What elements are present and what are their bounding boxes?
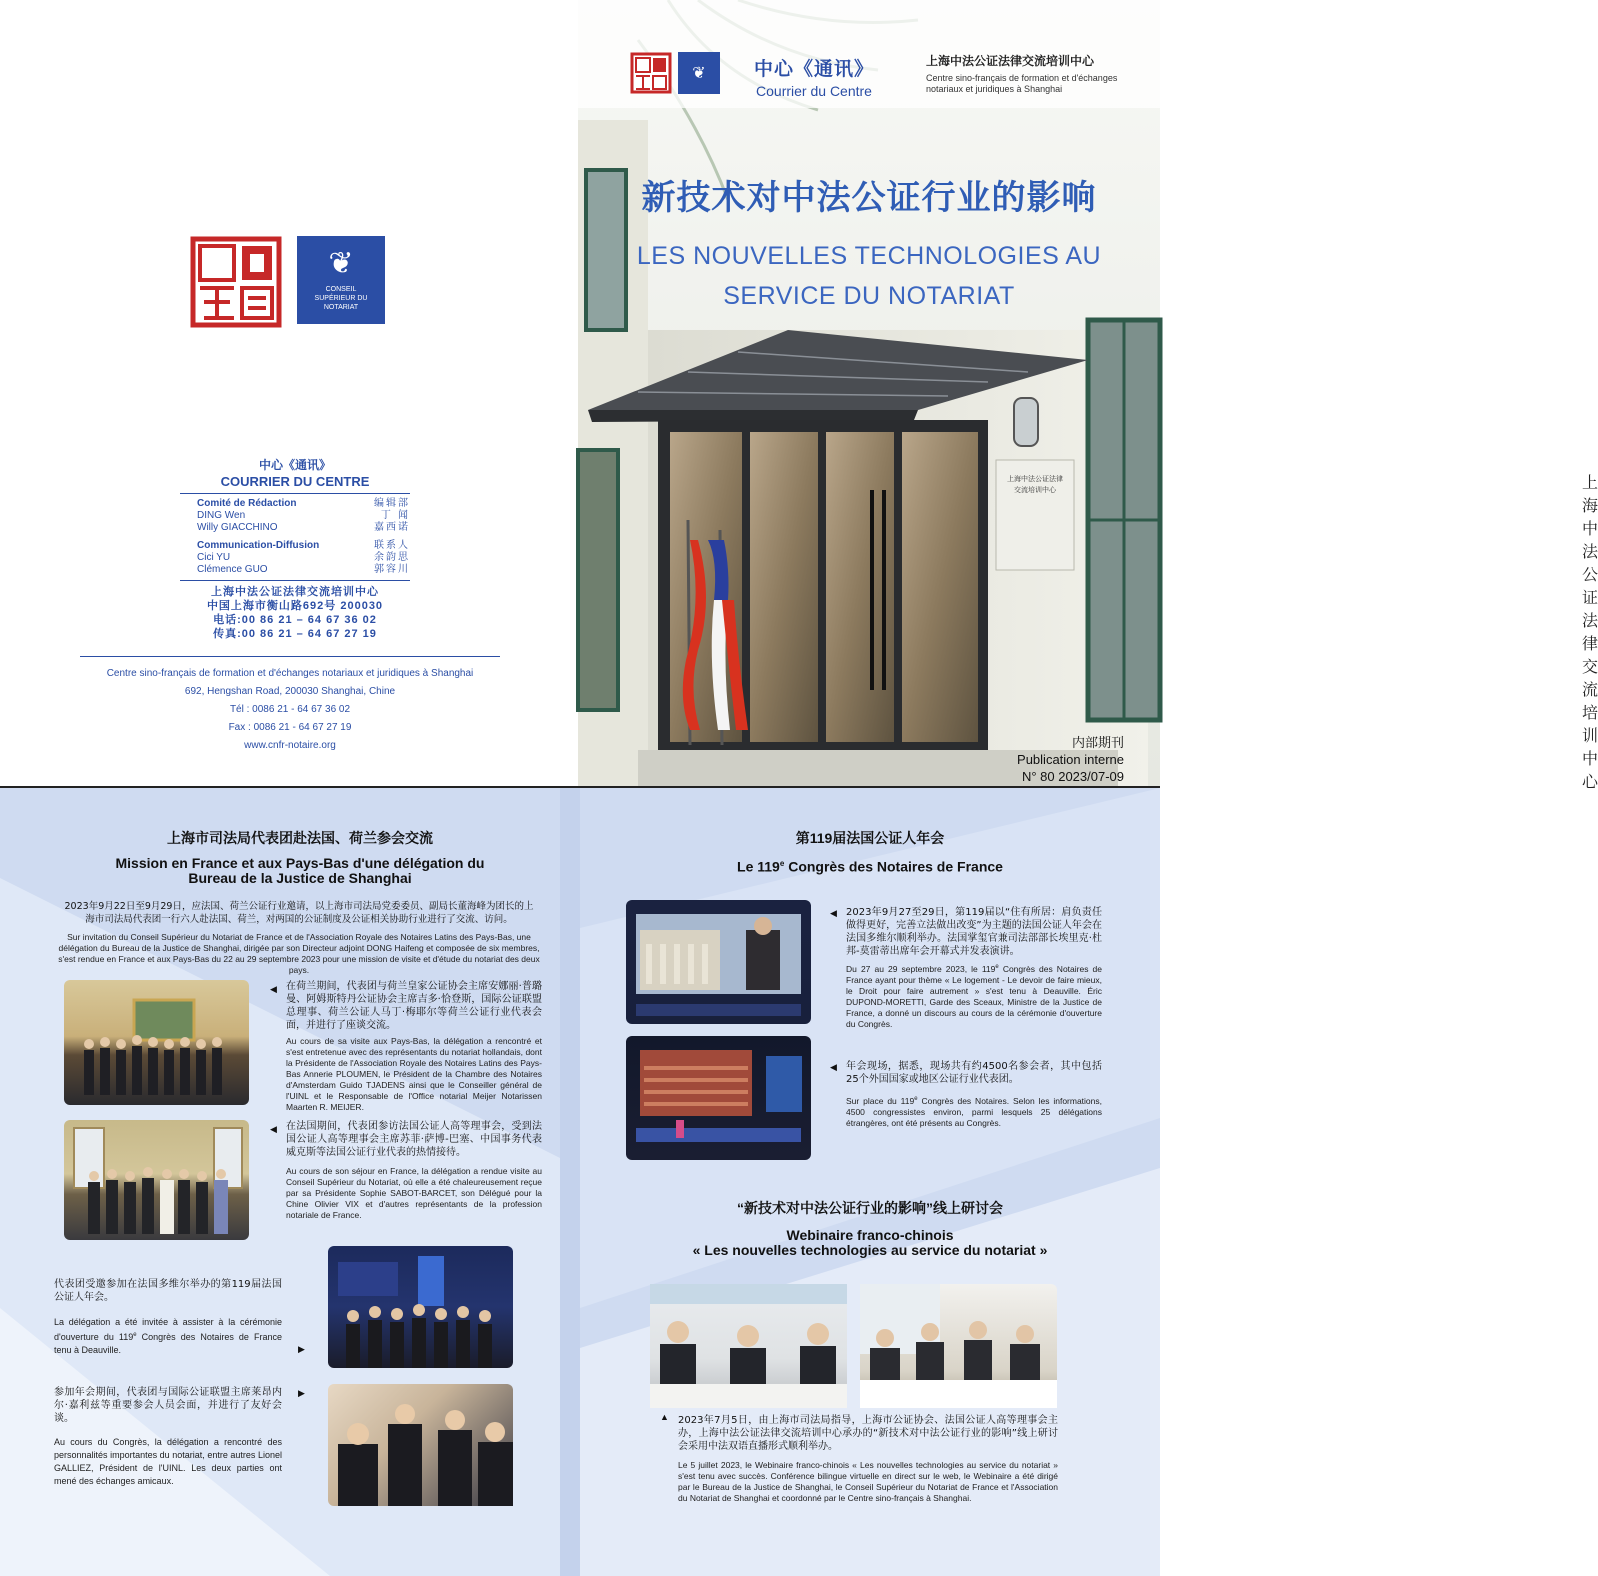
photo-netherlands-art xyxy=(64,980,249,1105)
cover-courrier-fr: Courrier du Centre xyxy=(756,83,872,99)
photo-webinar-paris xyxy=(860,1284,1057,1408)
cover-center-fr: Centre sino-français de formation et d'échanges notariaux et juridiques à Shanghai xyxy=(926,73,1118,94)
photo-csn-visit xyxy=(64,1120,249,1240)
congres-p2-fr-a: Sur place du 119 xyxy=(846,1095,915,1106)
webinaire-title-fr xyxy=(610,1228,1130,1258)
congres-title-zh: 第119届法国公证人年会 xyxy=(795,830,945,846)
congres-title-fr-a: Le 119 xyxy=(737,858,780,875)
ordinal-sup: e xyxy=(914,1096,918,1102)
congres-title-fr-b: Congrès des Notaires de France xyxy=(784,858,1003,875)
congres-p2-zh: 年会现场，据悉，现场共有约4500名参会者，其中包括25个外国国家或地区公证行业代表团。 xyxy=(846,1061,1102,1085)
fr-visit-zh: 在法国期间，代表团参访法国公证人高等理事会，受到法国公证人高等理事会主席苏菲·萨博-巴塞、中国事务代表威克斯等法国公证行业代表的热情接待。 xyxy=(286,1121,542,1158)
imprint-block xyxy=(180,456,410,641)
credit-member-2 xyxy=(180,522,410,534)
center-name-zh: 上海中法公证法律交流培训中心 xyxy=(211,586,379,598)
fr-visit-fr: Au cours de son séjour en France, la délégation a rendue visite au Conseil Supérieur du Notariat, où elle a été chaleureusement reçue par sa Présidente Sophie SABOT-BARCET, son Délégué pour la Chine Olivier VIX et d'autres représentants de la profession notariale de France. xyxy=(286,1166,542,1220)
cover-seal-logo xyxy=(630,52,672,94)
photo-congres-stage xyxy=(626,900,811,1024)
webinaire-fr: Le 5 juillet 2023, le Webinaire franco-chinois « Les nouvelles technologies au service du notariat » s'est tenu avec succès. Conférence bilingue virtuelle en direct sur le web, le Webinaire a été dirigé par le Bureau de la Justice de Shanghai, le Conseil Supérieur du Notariat de France et l'Association du Notariat de Shanghai et coordonné par le Centre sino-français à Shanghai. xyxy=(678,1460,1058,1503)
photo-uinl-art xyxy=(328,1384,513,1506)
photo-congres-hall-art xyxy=(626,1036,811,1160)
delegation-congres-fr xyxy=(54,1316,282,1357)
csn-emblem-icon: ❦ xyxy=(328,245,354,281)
photo-uinl-meeting xyxy=(328,1384,513,1506)
congres-p1-fr-a: Du 27 au 29 septembre 2023, le 119 xyxy=(846,963,996,974)
congres-p1-zh: 2023年9月27至29日，第119届以“住有所居：肩负责任做得更好，完善立法做出改变”为主题的法国公证人年会在法国多维尔顺利举办。法国掌玺官兼司法部部长埃里克·杜邦-莫雷蒂出席年会开幕式并发表演讲。 xyxy=(846,907,1102,957)
back-cover xyxy=(0,0,578,786)
seal-logo xyxy=(190,236,282,328)
arrow-left-icon: ◀ xyxy=(270,984,277,994)
webinaire-title-zh: “新技术对中法公证行业的影响”线上研讨会 xyxy=(737,1200,1003,1216)
contact-name-zh: 郭容川 xyxy=(374,564,410,575)
cover-title-fr-line1: LES NOUVELLES TECHNOLOGIES AU xyxy=(636,242,1102,270)
cover-center-name xyxy=(926,52,1136,95)
member-name-zh: 嘉西诺 xyxy=(374,522,410,533)
congres-p1-fr-b: Congrès des Notaires de France ayant pour thème « Le logement - Le devoir de faire mieux, le Droit pour faire autrement » s'est tenu à Deauville. Éric DUPOND-MORETTI, Garde des Sceaux, Ministre de la Justice de France, a donné un discours au cours de la cérémonie d'ouverture du Congrès. xyxy=(846,963,1102,1029)
imprint-title-zh: 中心《通讯》 xyxy=(258,458,331,472)
congres-p2-fr xyxy=(846,1094,1102,1129)
website-link[interactable]: www.cnfr-notaire.org xyxy=(244,740,336,751)
ordinal-sup: e xyxy=(995,964,999,970)
issue-number: N° 80 2023/07-09 xyxy=(1021,769,1124,784)
imprint-rule-2 xyxy=(180,580,410,581)
webinaire-title-fr-line1: Webinaire franco-chinois xyxy=(786,1227,954,1243)
street-address: 692, Hengshan Road, 200030 Shanghai, Chine xyxy=(184,686,396,697)
mission-title-fr xyxy=(40,856,560,886)
communication-header xyxy=(180,540,410,552)
pub-fr: Publication interne xyxy=(1017,752,1124,767)
nl-visit-fr: Au cours de sa visite aux Pays-Bas, la délégation a rencontré et s'est entretenue avec des représentants du notariat hollandais, dont la Présidente de l'Association Royale des Notaires Latins des Pays-Bas Annerie PLOUMEN, le Président de la Chambre des Notaires d'Amsterdam Guido TJADENS ainsi que le Conseiller général de l'UINL et le Responsable de l'Office notarial Meijer Notarissen Maarten R. MEIJER. xyxy=(286,1036,542,1112)
nl-visit-zh: 在荷兰期间，代表团与荷兰皇家公证协会主席安娜丽·普璐曼、阿姆斯特丹公证协会主席吉多·恰登斯，国际公证联盟总理事、荷兰公证人马丁·梅耶尔等荷兰公证行业代表会面，并进行了座谈交流。 xyxy=(286,981,542,1031)
cover-csn-logo xyxy=(678,52,720,94)
communication-label: Communication-Diffusion xyxy=(197,540,320,551)
news-spread xyxy=(0,788,1160,1576)
mission-title-zh: 上海市司法局代表团赴法国、荷兰参会交流 xyxy=(167,830,433,846)
contact-name-fr: Clémence GUO xyxy=(197,564,268,575)
webinaire-title-fr-line2: « Les nouvelles technologies au service du notariat » xyxy=(692,1242,1048,1258)
arrow-right-icon: ▶ xyxy=(298,1344,305,1354)
mission-intro-zh: 2023年9月22日至9月29日，应法国、荷兰公证行业邀请，以上海市司法局党委委员、副局长董海峰为团长的上海市司法局代表团一行六人赴法国、荷兰，对两国的公证制度及公证相关协助行业进行了交流、访问。 xyxy=(64,901,534,925)
arrow-left-icon: ◀ xyxy=(270,1124,277,1134)
delegation-congres-fr-b: Congrès des Notaires de France tenu à Deauville. xyxy=(54,1332,282,1355)
congres-p1-fr xyxy=(846,962,1102,1030)
address-block-fr xyxy=(80,656,500,755)
photo-congres-stage-art xyxy=(626,900,811,1024)
arrow-left-icon: ◀ xyxy=(830,1062,837,1072)
arrow-right-icon: ▶ xyxy=(298,1388,305,1398)
photo-webinar-panel-art xyxy=(650,1284,847,1408)
cover-title-zh: 新技术对中法公证行业的影响 xyxy=(641,178,1097,218)
csn-logo xyxy=(297,236,385,324)
seal-logo-graphic xyxy=(190,236,282,328)
building-photo xyxy=(578,0,1160,786)
publication-info xyxy=(1017,734,1124,785)
csn-logo-text: CONSEIL SUPÉRIEUR DU NOTARIAT xyxy=(314,285,368,311)
member-name-zh: 丁 闻 xyxy=(380,510,410,521)
photo-congres-hall xyxy=(626,1036,811,1160)
fax-number: Fax : 0086 21 - 64 67 27 19 xyxy=(228,722,352,733)
photo-webinar-panel xyxy=(650,1284,847,1408)
arrow-up-icon: ▲ xyxy=(660,1412,669,1422)
building-plaque: 上海中法公证法律交流培训中心 xyxy=(1582,475,1598,791)
redaction-label: Comité de Rédaction xyxy=(197,498,297,509)
delegation-congres-zh: 代表团受邀参加在法国多维尔举办的第119届法国公证人年会。 xyxy=(54,1279,282,1303)
mission-title-fr-line1: Mission en France et aux Pays-Bas d'une délégation du xyxy=(115,855,485,871)
photo-congres-group xyxy=(328,1246,513,1368)
photo-congres-group-art xyxy=(328,1246,513,1368)
communication-label-zh: 联系人 xyxy=(374,540,410,551)
redaction-header xyxy=(180,498,410,510)
fax-zh: 传真:00 86 21 – 64 67 27 19 xyxy=(213,628,377,640)
webinaire-zh: 2023年7月5日，由上海市司法局指导，上海市公证协会、法国公证人高等理事会主办，上海中法公证法律交流培训中心承办的“新技术对中法公证行业的影响”线上研讨会采用中法双语直播形式顺利举办。 xyxy=(678,1415,1058,1452)
contact-name-zh: 余韵思 xyxy=(374,552,410,563)
building-plaque-text: 上海中法公证法律交流培训中心 xyxy=(1007,475,1063,494)
cover-center-zh: 上海中法公证法律交流培训中心 xyxy=(926,54,1095,68)
delegation-congres-fr-a: La délégation a été invitée à assister à la cérémonie d'ouverture du 119 xyxy=(54,1317,282,1342)
photo-webinar-paris-art xyxy=(860,1284,1057,1408)
redaction-label-zh: 编辑部 xyxy=(374,498,410,509)
arrow-left-icon: ◀ xyxy=(830,908,837,918)
pub-zh: 内部期刊 xyxy=(1071,735,1124,750)
contact-name-fr: Cici YU xyxy=(197,552,231,563)
cover-courrier xyxy=(754,54,874,99)
csn-emblem-icon: ❦ xyxy=(692,63,706,82)
member-name-fr: DING Wen xyxy=(197,510,246,521)
cover-title-fr xyxy=(578,236,1160,316)
cover-courrier-zh: 中心《通讯》 xyxy=(754,59,875,80)
cover-seal-graphic xyxy=(630,52,672,94)
photo-netherlands-meeting xyxy=(64,980,249,1105)
address-zh: 中国上海市衡山路692号 200030 xyxy=(206,600,384,612)
mission-intro-fr: Sur invitation du Conseil Supérieur du Notariat de France et de l'Association Royale des Notaires Latins des Pays-Bas, une délégation du Bureau de la Justice de Shanghai, dirigée par son Directeur adjoint DONG Haifeng et composée de six membres, s'est rendue en France et aux Pays-Bas du 22 au 29 septembre 2023 pour une mission de visite et d'étude du notariat des deux pays. xyxy=(58,932,540,975)
front-cover xyxy=(578,0,1598,791)
tel-zh: 电话:00 86 21 – 64 67 36 02 xyxy=(213,614,377,626)
mission-title-fr-line2: Bureau de la Justice de Shanghai xyxy=(188,870,412,886)
imprint-rule xyxy=(180,493,410,494)
center-name-fr: Centre sino-français de formation et d'échanges notariaux et juridiques à Shanghai xyxy=(106,668,474,679)
uinl-meeting-fr: Au cours du Congrès, la délégation a rencontré des personnalités importantes du notariat, entre autres Lionel GALLIEZ, Président de l'UINL. Les deux parties ont mené des échanges amicaux. xyxy=(54,1437,282,1486)
photo-csn-art xyxy=(64,1120,249,1240)
congres-p2-fr-b: Congrès des Notaires. Selon les informations, 4500 congressistes environ, parmi lesquels 25 délégations étrangères, ont été présents au Congrès. xyxy=(846,1095,1102,1128)
congres-title-fr xyxy=(610,856,1130,875)
member-name-fr: Willy GIACCHINO xyxy=(197,522,278,533)
imprint-title-fr: COURRIER DU CENTRE xyxy=(220,474,370,489)
credit-contact-1 xyxy=(180,552,410,564)
uinl-meeting-zh: 参加年会期间，代表团与国际公证联盟主席莱昂内尔·嘉利兹等重要参会人员会面，并进行了友好会谈。 xyxy=(54,1387,282,1424)
tel-number: Tél : 0086 21 - 64 67 36 02 xyxy=(229,704,351,715)
cover-title-fr-line2: SERVICE DU NOTARIAT xyxy=(723,282,1015,310)
credit-contact-2 xyxy=(180,564,410,576)
ordinal-sup: e xyxy=(133,1332,137,1338)
credit-member-1 xyxy=(180,510,410,522)
ordinal-sup: e xyxy=(779,859,785,868)
